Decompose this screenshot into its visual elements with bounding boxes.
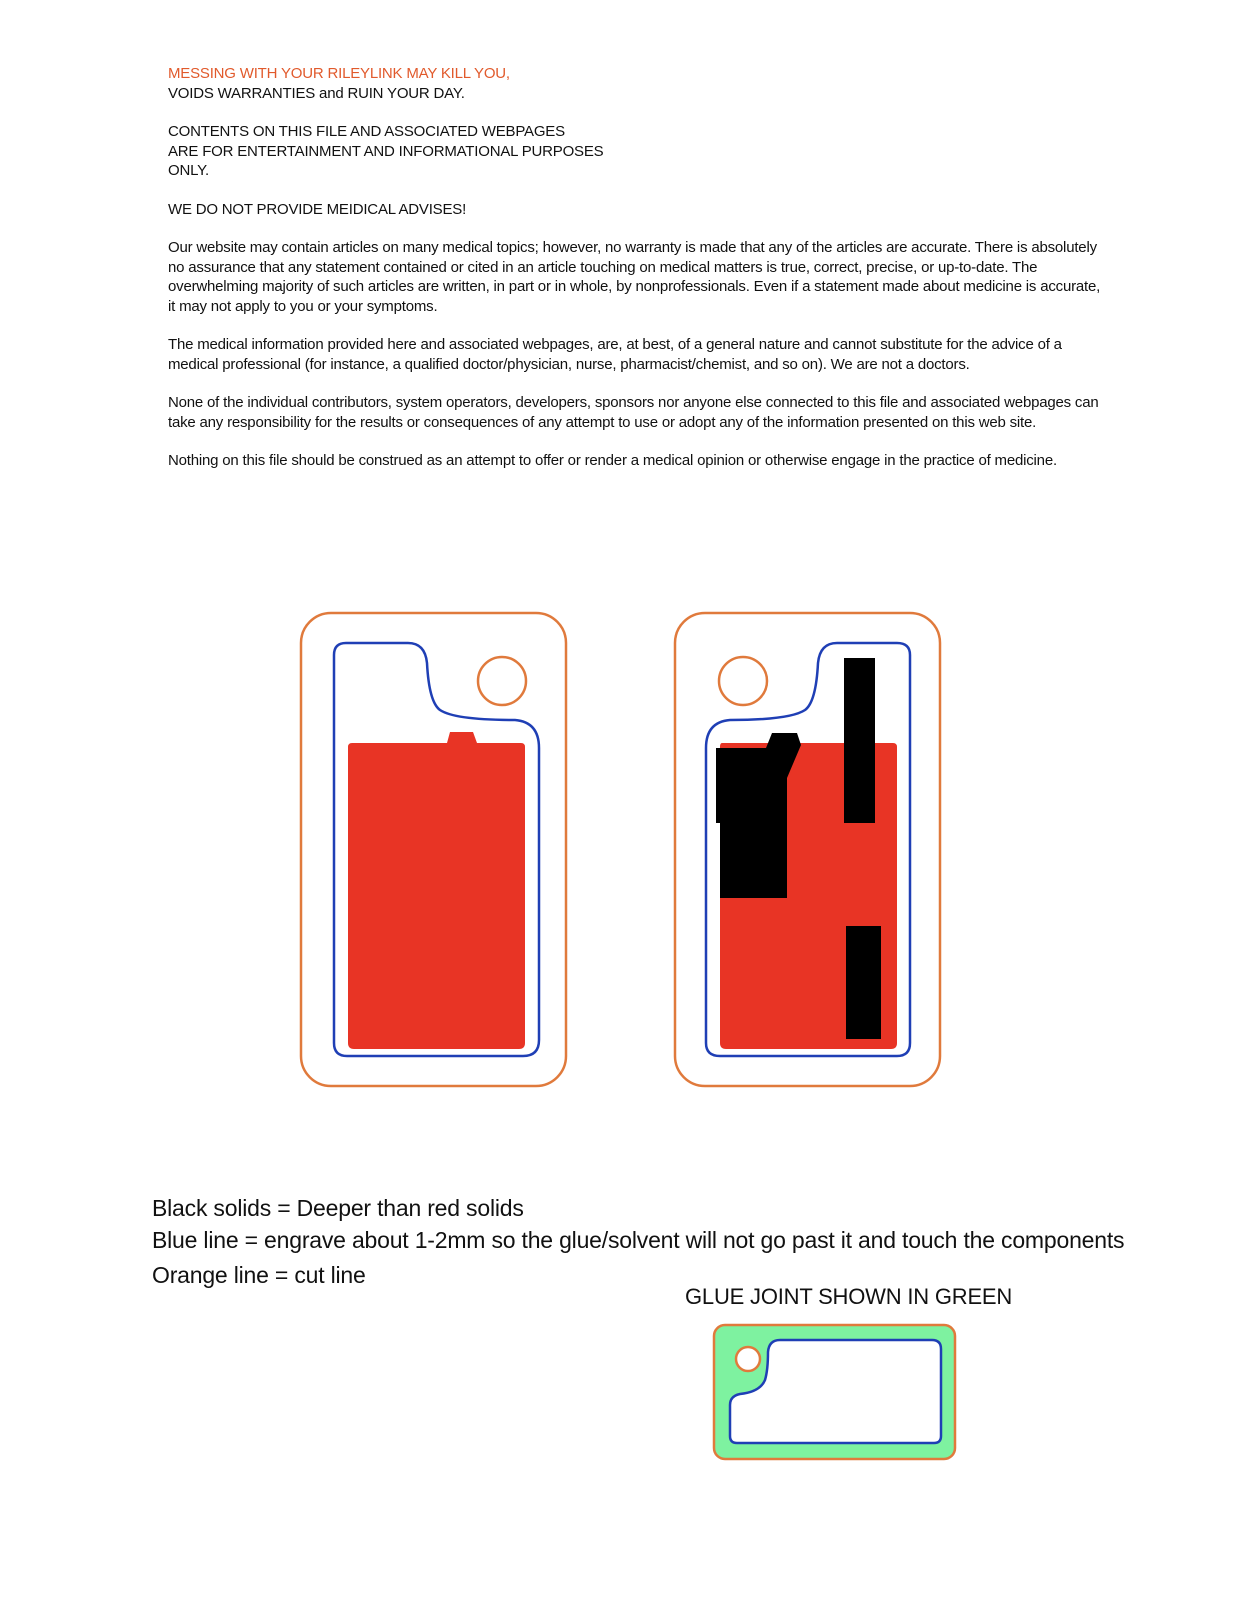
left-hole: [478, 657, 526, 705]
no-advice-text: WE DO NOT PROVIDE MEIDICAL ADVISES!: [168, 200, 467, 218]
glue-hole: [736, 1347, 760, 1371]
glue-joint-detail: [714, 1325, 955, 1459]
legend-orange-line: Orange line = cut line: [152, 1262, 366, 1288]
right-black-solid-top: [844, 658, 875, 823]
contents-text: CONTENTS ON THIS FILE AND ASSOCIATED WEBPAGES ARE FOR ENTERTAINMENT AND INFORMATIONAL PURPOSES ONLY.: [168, 123, 604, 179]
warranty-text: VOIDS WARRANTIES and RUIN YOUR DAY.: [168, 84, 465, 102]
legend: [152, 1192, 1124, 1291]
right-black-solid-bottom: [846, 926, 881, 1039]
disclaimer-paragraph-4: Nothing on this file should be construed as an attempt to offer or render a medical opinion or otherwise engage in the practice of medicine.: [168, 452, 1057, 469]
disclaimer-paragraph-3: None of the individual contributors, system operators, developers, sponsors nor anyone else connected to this file and associated webpages can take any responsibility for the results or consequences of any attempt to use or adopt any of the information presented on this web site.: [168, 394, 1099, 431]
disclaimer-paragraph-2: The medical information provided here and associated webpages, are, at best, of a general nature and cannot substitute for the advice of a medical professional (for instance, a qualified doctor/physician, nurse, pharmacist/chemist, and so on). We are not a doctors.: [168, 336, 1062, 373]
warning-text: MESSING WITH YOUR RILEYLINK MAY KILL YOU,: [168, 65, 510, 82]
glue-joint-title: GLUE JOINT SHOWN IN GREEN: [685, 1284, 1013, 1309]
right-hole: [719, 657, 767, 705]
right-panel: [675, 613, 940, 1086]
disclaimer-paragraph-1: Our website may contain articles on many medical topics; however, no warranty is made that any of the articles are accurate. There is absolutely no assurance that any statement contained or cited in an article touching on medical matters is true, correct, precise, or up-to-date. The overwhelming majority of such articles are written, in part or in whole, by nonprofessionals. Even if a statement made about medicine is accurate, it may not apply to you or your symptoms.: [168, 239, 1101, 315]
left-red-solid: [348, 732, 525, 1049]
left-panel: [301, 613, 566, 1086]
legend-black-solids: Black solids = Deeper than red solids: [152, 1195, 524, 1221]
legend-blue-line: Blue line = engrave about 1-2mm so the glue/solvent will not go past it and touch the components: [152, 1227, 1125, 1253]
